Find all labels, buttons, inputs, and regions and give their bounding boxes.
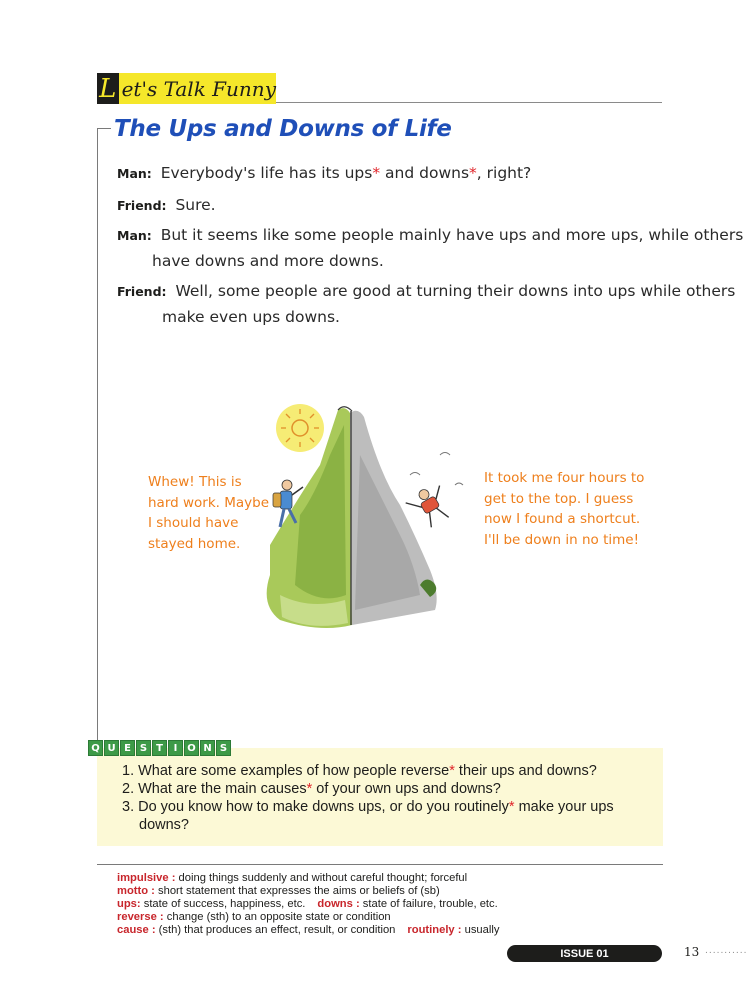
- dialogue-line-4: Friend: Well, some people are good at turning their downs into ups while others: [117, 282, 736, 300]
- glossary-rule: [97, 864, 663, 865]
- questions-banner: Q U E S T I O N S: [88, 740, 231, 756]
- glossary-item: ups: state of success, happiness, etc. downs : state of failure, trouble, etc.: [117, 898, 498, 910]
- dialogue-line-2: Friend: Sure.: [117, 196, 216, 214]
- section-tag-initial: L: [97, 73, 119, 104]
- glossary-item: impulsive : doing things suddenly and without careful thought; forceful: [117, 872, 468, 884]
- right-speech-bubble: It took me four hours to get to the top. I guess now I found a shortcut. I'll be down in no time!: [484, 470, 645, 548]
- dialogue-line-1: Man: Everybody's life has its ups* and downs*, right?: [117, 164, 532, 182]
- dialogue-line-3-cont: have downs and more downs.: [152, 252, 384, 270]
- issue-badge: ISSUE 01: [507, 945, 662, 962]
- glossary-item: motto : short statement that expresses the aims or beliefs of (sb): [117, 885, 440, 897]
- left-margin-rule: [97, 128, 98, 748]
- speaker-label: Man:: [117, 228, 152, 243]
- dialogue-line-4-cont: make even ups downs.: [162, 308, 340, 326]
- question-3-cont: downs?: [139, 817, 189, 833]
- glossary-item: cause : (sth) that produces an effect, result, or condition routinely : usually: [117, 924, 500, 936]
- section-tag: [97, 73, 276, 104]
- climber-right: [404, 481, 455, 532]
- speaker-label: Friend:: [117, 198, 167, 213]
- section-tag-text: et's Talk Funny: [121, 76, 276, 101]
- dialogue-line-3: Man: But it seems like some people mainly have ups and more ups, while others: [117, 226, 744, 244]
- page-title: The Ups and Downs of Life: [114, 116, 452, 142]
- header-rule: [276, 102, 662, 103]
- page-number: 13: [684, 945, 700, 959]
- question-1: 1. What are some examples of how people reverse* their ups and downs?: [122, 763, 597, 779]
- question-2: 2. What are the main causes* of your own ups and downs?: [122, 781, 501, 797]
- speaker-label: Man:: [117, 166, 152, 181]
- glossary-item: reverse : change (sth) to an opposite state or condition: [117, 911, 391, 923]
- page-dots: ...........: [705, 946, 747, 956]
- speaker-label: Friend:: [117, 284, 167, 299]
- title-tick: [97, 128, 111, 129]
- left-speech-bubble: Whew! This is hard work. Maybe I should have stayed home.: [148, 474, 270, 552]
- question-3: 3. Do you know how to make downs ups, or do you routinely* make your ups: [122, 799, 614, 815]
- mountain-illustration: [240, 395, 500, 645]
